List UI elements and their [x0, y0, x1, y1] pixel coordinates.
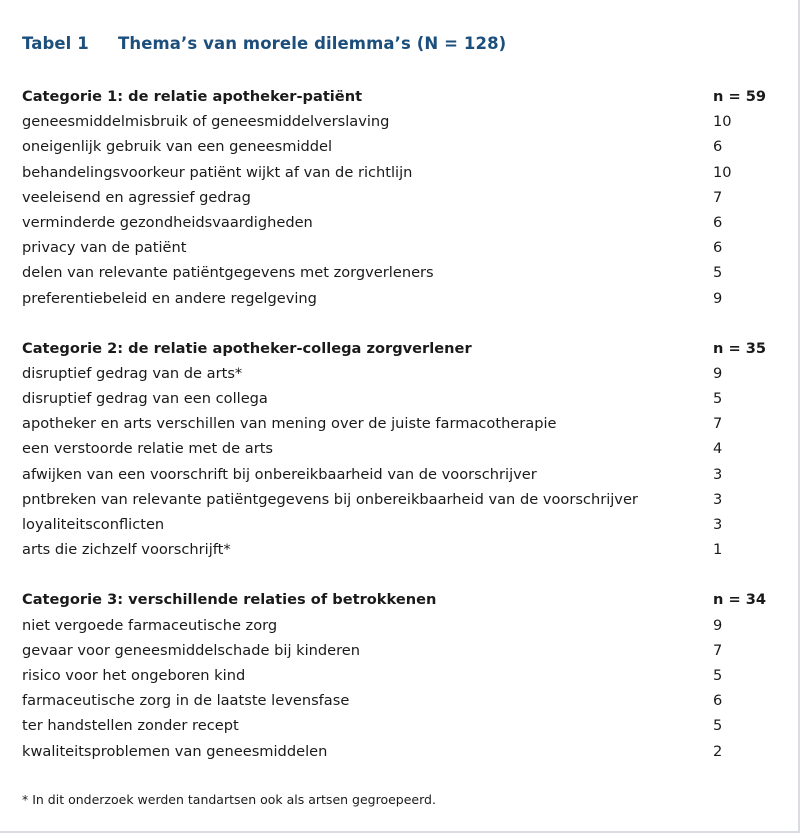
table-row	[22, 436, 772, 461]
row-value: 5	[713, 264, 723, 282]
category-title: Categorie 3: verschillende relaties of betrokkenen	[22, 591, 437, 609]
row-value: 6	[713, 692, 723, 710]
row-value: 6	[713, 239, 723, 257]
row-value: 5	[713, 390, 723, 408]
row-value: 9	[713, 289, 723, 307]
row-label: apotheker en arts verschillen van mening over de juiste farmacotherapie	[22, 415, 557, 433]
row-label: ter handstellen zonder recept	[22, 717, 239, 735]
row-value: 3	[713, 516, 723, 533]
table-caption	[22, 34, 506, 53]
category-section	[22, 84, 772, 311]
table-row	[22, 638, 772, 663]
table-row	[22, 613, 772, 638]
category-count: n = 35	[713, 339, 767, 357]
table-title: Thema’s van morele dilemma’s (N = 128)	[118, 34, 507, 53]
row-label: disruptief gedrag van een collega	[22, 390, 268, 408]
row-label: behandelingsvoorkeur patiënt wijkt af van de richtlijn	[22, 163, 413, 181]
row-value: 6	[713, 138, 723, 156]
row-value: 4	[713, 440, 723, 458]
row-label: loyaliteitsconflicten	[22, 516, 165, 533]
row-value: 7	[713, 188, 723, 206]
row-label: disruptief gedrag van de arts*	[22, 364, 243, 382]
row-value: 7	[713, 415, 723, 433]
category-section	[22, 336, 772, 563]
table-row	[22, 462, 772, 487]
row-label: farmaceutische zorg in de laatste levensfase	[22, 692, 350, 710]
category-header	[22, 336, 772, 361]
dilemma-table	[22, 84, 772, 789]
row-label: veeleisend en agressief gedrag	[22, 188, 251, 206]
table-row	[22, 713, 772, 738]
row-label: geneesmiddelmisbruik of geneesmiddelverslaving	[22, 113, 390, 131]
category-count: n = 34	[713, 591, 767, 609]
row-label: afwijken van een voorschrift bij onbereikbaarheid van de voorschrijver	[22, 465, 537, 483]
table-row	[22, 361, 772, 386]
table-number: Tabel 1	[22, 34, 89, 53]
table-row	[22, 109, 772, 134]
row-label: delen van relevante patiëntgegevens met zorgverleners	[22, 264, 434, 282]
table-row	[22, 537, 772, 562]
row-label: preferentiebeleid en andere regelgeving	[22, 289, 317, 307]
table-row	[22, 688, 772, 713]
table-row	[22, 512, 772, 537]
row-label: verminderde gezondheidsvaardigheden	[22, 213, 313, 231]
row-value: 3	[713, 490, 723, 508]
row-label: risico voor het ongeboren kind	[22, 666, 246, 684]
table-footnote: * In dit onderzoek werden tandartsen ook als artsen gegroepeerd.	[22, 792, 436, 807]
table-row	[22, 210, 772, 235]
row-label: gevaar voor geneesmiddelschade bij kinderen	[22, 641, 361, 659]
table-row	[22, 739, 772, 764]
category-title: Categorie 1: de relatie apotheker-patiënt	[22, 88, 363, 105]
row-value: 10	[713, 163, 732, 181]
table-row	[22, 134, 772, 159]
row-value: 6	[713, 213, 723, 231]
row-label: een verstoorde relatie met de arts	[22, 440, 274, 458]
category-title: Categorie 2: de relatie apotheker-collega zorgverlener	[22, 339, 472, 357]
row-label: pntbreken van relevante patiëntgegevens bij onbereikbaarheid van de voorschrijver	[22, 490, 638, 508]
table-row	[22, 386, 772, 411]
table-row	[22, 160, 772, 185]
category-header	[22, 84, 772, 109]
row-value: 2	[713, 742, 723, 760]
row-value: 7	[713, 641, 723, 659]
row-value: 10	[713, 113, 732, 131]
category-header	[22, 587, 772, 612]
row-value: 9	[713, 364, 723, 382]
table-row	[22, 487, 772, 512]
category-section	[22, 587, 772, 763]
row-label: kwaliteitsproblemen van geneesmiddelen	[22, 742, 328, 760]
row-label: privacy van de patiënt	[22, 239, 187, 257]
row-label: arts die zichzelf voorschrijft*	[22, 541, 231, 559]
row-value: 5	[713, 666, 723, 684]
row-value: 3	[713, 465, 723, 483]
table-row	[22, 260, 772, 285]
row-value: 1	[713, 541, 723, 559]
table-row	[22, 235, 772, 260]
row-label: niet vergoede farmaceutische zorg	[22, 616, 278, 634]
row-value: 9	[713, 616, 723, 634]
table-row	[22, 411, 772, 436]
category-count: n = 59	[713, 88, 767, 105]
table-row	[22, 663, 772, 688]
table-row	[22, 286, 772, 311]
row-value: 5	[713, 717, 723, 735]
row-label: oneigenlijk gebruik van een geneesmiddel	[22, 138, 333, 156]
table-row	[22, 185, 772, 210]
